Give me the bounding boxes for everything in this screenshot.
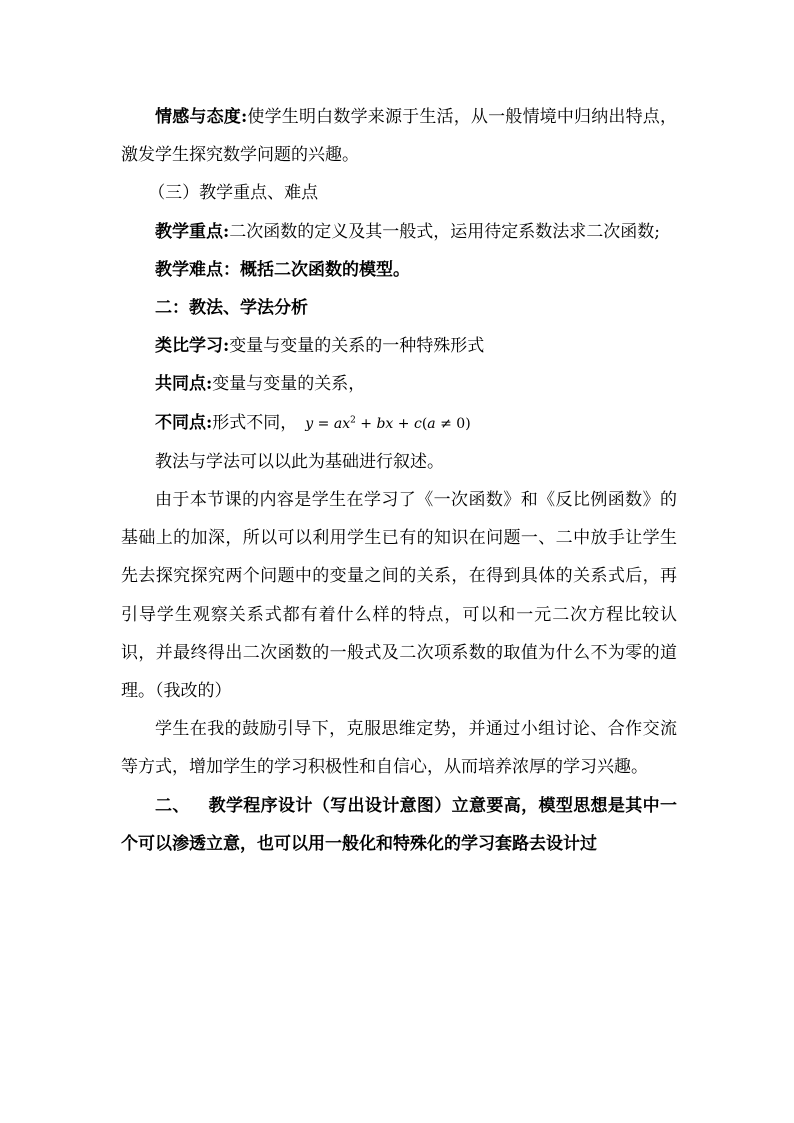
different-label: 不同点: — [155, 412, 213, 433]
different-text: 形式不同， — [212, 412, 298, 433]
design-section-text: 立意要高，模型思想是其中一个可以渗透立意，也可以用一般化和特殊化的学习套路去设计过 — [121, 795, 678, 854]
analogy-label: 类比学习: — [155, 336, 230, 357]
paragraph-design — [121, 787, 677, 863]
paragraph-difficult-point: 教学难点：概括二次函数的模型。 — [155, 259, 410, 280]
emotion-text: 使学生明白数学来源于生活，从一般情境中归纳出特点，激发学生探究数学问题的兴趣。 — [121, 107, 677, 166]
paragraph-key-point — [121, 213, 677, 251]
common-label: 共同点: — [155, 374, 213, 395]
paragraph-student: 学生在我的鼓励引导下，克服思维定势，并通过小组讨论、合作交流等方式，增加学生的学习积极性和自信心，从而培养浓厚的学习兴趣。 — [121, 719, 677, 778]
section-heading-key-difficult: （三）教学重点、难点 — [148, 183, 319, 204]
section-heading-method: 二：教法、学法分析 — [155, 298, 308, 319]
quadratic-formula: $y = ax^2$ + bx + c(a ≠ 0) — [305, 414, 471, 432]
paragraph-content: 由于本节课的内容是学生在学习了《一次函数》和《反比例函数》的基础上的加深，所以可以利用学生已有的知识在问题一、二中放手让学生先去探究探究两个问题中的变量之间的关系，在得到具体的关系式后，再引导学生观察关系式都有着什么样的特点，可以和一元二次方程比较认识，并最终得出二次函数的一般式及二次项系数的取值为什么不为零的道理。（我改的） — [121, 490, 677, 702]
analogy-text: 变量与变量的关系的一种特殊形式 — [229, 336, 485, 357]
paragraph-basis: 教法与学法可以以此为基础进行叙述。 — [155, 451, 444, 472]
paragraph-common — [121, 365, 677, 403]
common-text: 变量与变量的关系， — [212, 374, 366, 395]
paragraph-emotion-attitude — [121, 98, 677, 174]
design-section-title: 教学程序设计（写出设计意图） — [208, 795, 452, 816]
document-body — [121, 98, 677, 863]
key-point-label: 教学重点: — [155, 221, 230, 242]
emotion-label: 情感与态度: — [155, 107, 248, 127]
paragraph-different — [121, 404, 677, 443]
design-section-number: 二、 — [155, 795, 190, 816]
key-point-text: 二次函数的定义及其一般式，运用待定系数法求二次函数; — [229, 221, 661, 242]
paragraph-analogy — [121, 327, 677, 365]
